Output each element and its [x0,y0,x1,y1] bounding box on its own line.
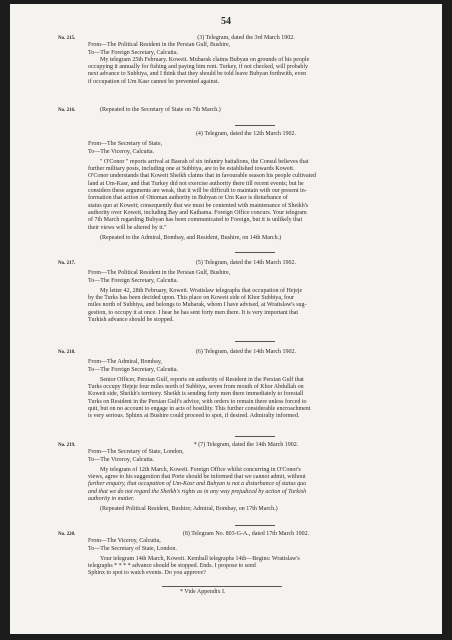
body-line: telegraphs * * * * advance should be stopped. Ends. I propose to send [88,563,256,570]
repeat-note: (Repeated to the Secretary of State on 7th March.) [100,107,221,113]
telegram-to: To—The Foreign Secretary, Calcutta. [88,366,178,373]
body-line: My letter 42, 28th February, Koweit. Wratislaw telegraphs that occupation of Hejeje [100,287,303,294]
telegram-entry-3 [10,35,442,86]
telegram-heading: * (7) Telegram, dated the 14th March 1902. [193,442,299,448]
body-line: Your telegram 14th March, Koweit. Kemball telegraphs 14th—Begins: Wratislaw's [100,555,300,562]
body-line: Koweit side, Sheikh's territory. Sheikh is sending forty men there immediately to forestall [88,391,304,398]
body-line: occupying it annually for fishing and paying him rent. Turkey, if not checked, will probably [88,64,309,71]
telegram-from: From—The Secretary of State, London, [88,449,184,456]
telegram-from: From—The Viceroy, Calcutta, [88,538,161,545]
document-page [10,4,442,634]
body-line: further enquiry, that occupation of Um-Kasr and Bubyan is not a disturbance of status quo [88,481,307,488]
body-line: status quo at Koweit; consequently that we must be contented with maintenance of Sheikh's [88,202,309,209]
body-line: considers these arguments are weak, that it will be difficult to maintain with our present in- [88,188,307,195]
body-line: by the Turks has been decided upon. This place on Koweit side of Khor Subbiya, four [88,295,295,302]
telegram-entry-6 [10,349,442,421]
telegram-to: To—The Foreign Secretary, Calcutta. [88,49,178,56]
telegram-from: From—The Secretary of State, [88,141,162,148]
telegram-to: To—The Secretary of State, London. [88,545,177,552]
body-line: quit, but on no account to engage in acts of hostility. This further considerable encroachment [88,406,311,413]
body-line: Turkish advance should be stopped. [88,317,174,324]
entry-number: No. 219. [58,443,76,448]
telegram-to: To—The Foreign Secretary, Calcutta. [88,277,178,284]
telegram-heading: (3) Telegram, dated the 3rd March 1902. [197,35,295,41]
section-divider [235,525,275,526]
entry-number: No. 217. [58,261,76,266]
body-line: O'Conor understands that Koweit Sheikh claims that in favourable season his people cultivated [88,173,317,180]
section-divider [235,125,275,126]
telegram-heading: (8) Telegram No. 803-G-A., dated 17th March 1902. [182,531,310,537]
telegram-entry-7 [10,442,442,514]
body-line: land at Um-Kasr, and that Turkey did not exercise authority there till recent events; but he [88,180,304,187]
section-divider [235,341,275,342]
footnote-divider [162,586,282,587]
section-divider [235,252,275,253]
body-line: their views will be altered by it." [88,224,167,231]
telegram-from: From—The Political Resident in the Persian Gulf, Bushire, [88,42,231,49]
body-line: Senior Officer, Persian Gulf, reports on authority of Resident in the Persian Gulf that [100,376,304,383]
body-line: views, agree to his suggestion that Porte should be informed that we cannot admit, without [88,474,306,481]
body-line: and that we do not regard the Sheikh's rights as in any way prejudiced by action of Turkish [88,488,307,495]
body-line: My telegram 25th February. Koweit. Mubarak claims Bubyan on grounds of his people [100,56,310,63]
body-line: My telegram of 12th March, Koweit. Foreign Office whilst concurring in O'Conor's [100,466,301,473]
body-line: authority in matter. [88,496,135,503]
footnote: * Vide Appendix I. [180,589,226,595]
page-number: 54 [221,16,231,27]
telegram-heading: (6) Telegram, dated the 14th March 1902. [195,349,297,355]
telegram-heading: (4) Telegram, dated the 12th March 1902. [195,131,297,137]
body-line: of 7th March regarding Bubyan has been communicated to Foreign, but it is unlikely that [88,217,303,224]
telegram-from: From—The Political Resident in the Persian Gulf, Bushire, [88,270,231,277]
body-line: miles north of Subbiya, and belongs to Mubarak, whom I have advised, at Wratislaw's sug- [88,302,307,309]
entry-number: No. 215. [58,36,76,41]
section-divider [235,436,275,437]
body-line: authority over Koweit, including Bay and Kathama. Foreign Office concurs. Your telegram [88,209,307,216]
entry-number: No. 220. [58,532,76,537]
repeat-note: (Repeated Political Resident, Bushire; Admiral, Bombay, on 17th March.) [100,506,278,513]
entry-number: No. 216. [58,108,76,113]
repeat-entry [10,107,442,114]
repeat-note: (Repeated to the Admiral, Bombay, and Resident, Bushire, on 14th March.) [100,234,282,241]
body-line: is very serious. Sphinx at Bushire could proceed to spot, if desired. Admiralty informed. [88,413,300,420]
telegram-from: From—The Admiral, Bombay, [88,359,162,366]
entry-number: No. 218. [58,350,76,355]
body-line: " O'Conor " reports arrival at Basrah of six infantry battalions, the Consul believes that [100,158,309,165]
telegram-heading: (5) Telegram, dated the 14th March 1902. [195,260,297,266]
telegram-entry-5 [10,260,442,324]
body-line: Turks occupy Hejeje four miles north of Subbiya, seven from mouth of Khor Abdullah on [88,384,304,391]
telegram-to: To—The Viceroy, Calcutta. [88,456,155,463]
body-line: formation that action of Ottoman authority in Bubyan or Um Kasr is disturbance of [88,195,288,202]
body-line: gestion, to occupy it at once. I hear he has sent forty men there. It is very important that [88,309,299,316]
body-line: if occupation of Um Kasr cannot be prevented against. [88,78,220,85]
telegram-entry-8 [10,531,442,578]
telegram-entry-4 [10,131,442,242]
body-line: Sphinx to spot to watch events. Do you approve? [88,570,206,577]
body-line: further military posts, including one at Subbiya, are to be established towards Koweit. [88,166,295,173]
body-line: Turks on Resident in the Persian Gulf's advice, with orders to remain there unless forced to [88,398,307,405]
body-line: next advance to Subbiya, and I think that they should be told leave Bubyan forthwith, even [88,71,307,78]
telegram-to: To—The Viceroy, Calcutta. [88,148,155,155]
